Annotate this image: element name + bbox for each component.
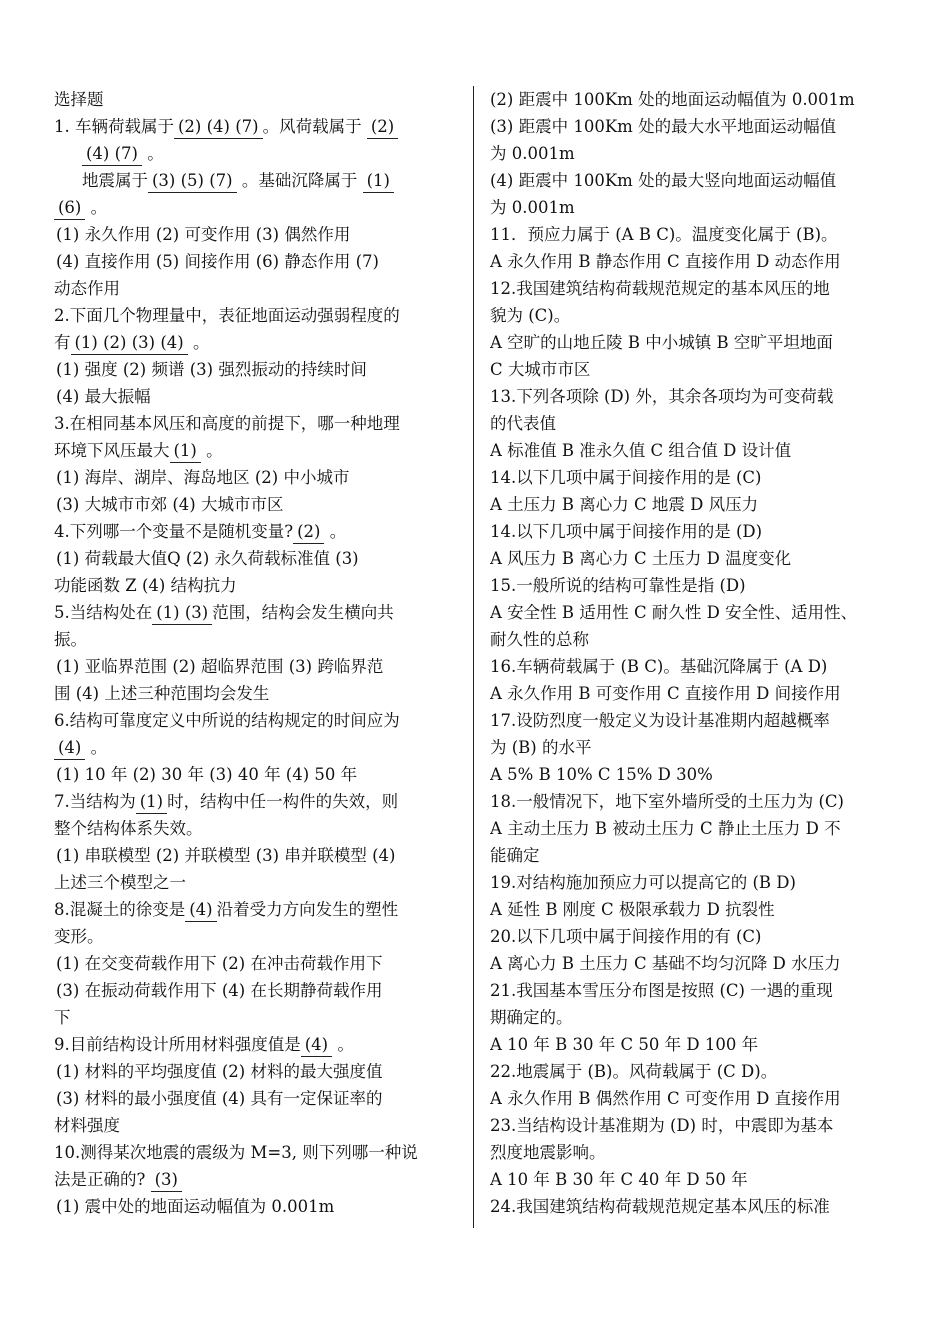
option-line: (1) 震中处的地面运动幅值为 0.001m xyxy=(56,1197,335,1216)
text-line: A 10 年 B 30 年 C 50 年 D 100 年 xyxy=(490,1035,759,1054)
question-1-line xyxy=(54,140,474,167)
question-text: 5.当结构处在 xyxy=(54,603,153,622)
question-text: 范围，结构会发生横向共 xyxy=(212,603,394,622)
option-line: 功能函数 Z (4) 结构抗力 xyxy=(54,576,237,595)
question-text: 。 xyxy=(90,738,108,757)
text-line: A 安全性 B 适用性 C 耐久性 D 安全性、适用性、 xyxy=(490,603,858,622)
text-line: 20.以下几项中属于间接作用的有 (C) xyxy=(490,927,762,946)
question-6-line xyxy=(54,734,474,761)
text-line: (4) 距震中 100Km 处的最大竖向地面运动幅值 xyxy=(490,171,837,190)
question-10-line: 10.测得某次地震的震级为 M=3, 则下列哪一种说 xyxy=(54,1143,418,1162)
text-line: 期确定的。 xyxy=(490,1008,573,1027)
question-text: 。 xyxy=(337,1035,354,1054)
question-text: 。基础沉降属于 xyxy=(241,171,358,190)
question-text: 。 xyxy=(206,441,223,460)
question-6-line: 6.结构可靠度定义中所说的结构规定的时间应为 xyxy=(54,711,400,730)
question-text: 。 xyxy=(90,198,108,217)
question-text: 。 xyxy=(192,333,210,352)
column-divider xyxy=(473,86,474,1228)
text-line: 21.我国基本雪压分布图是按照 (C) 一遇的重现 xyxy=(490,981,833,1000)
right-column xyxy=(490,86,900,1220)
question-text: 9.目前结构设计所用材料强度值是 xyxy=(54,1035,301,1054)
question-9-line xyxy=(54,1031,474,1058)
section-heading: 选择题 xyxy=(54,90,104,109)
option-line: (1) 亚临界范围 (2) 超临界范围 (3) 跨临界范 xyxy=(56,657,384,676)
option-line: 围 (4) 上述三种范围均会发生 xyxy=(54,684,270,703)
option-line: (1) 海岸、湖岸、海岛地区 (2) 中小城市 xyxy=(56,468,350,487)
text-line: C 大城市市区 xyxy=(490,360,591,379)
text-line: A 5% B 10% C 15% D 30% xyxy=(490,765,713,784)
question-7-line xyxy=(54,788,474,815)
text-line: 16.车辆荷载属于 (B C)。基础沉降属于 (A D) xyxy=(490,657,828,676)
question-text: 环境下风压最大 xyxy=(54,441,170,460)
text-line: 18.一般情况下，地下室外墙所受的土压力为 (C) xyxy=(490,792,844,811)
answer-blank: (1) (2) (3) (4) xyxy=(71,332,188,355)
text-line: 12.我国建筑结构荷载规范规定的基本风压的地 xyxy=(490,279,830,298)
text-line: (2) 距震中 100Km 处的地面运动幅值为 0.001m xyxy=(490,90,855,109)
option-line: (3) 大城市市郊 (4) 大城市市区 xyxy=(56,495,284,514)
answer-blank: (1) xyxy=(136,791,167,814)
question-text: 时，结构中任一构件的失效，则 xyxy=(167,792,399,811)
question-text: 有 xyxy=(54,333,71,352)
text-line: 烈度地震影响。 xyxy=(490,1143,606,1162)
answer-blank: (4) xyxy=(301,1034,332,1057)
answer-blank: (2) xyxy=(367,116,398,139)
question-1-line xyxy=(54,113,474,140)
text-line: 14.以下几项中属于间接作用的是 (C) xyxy=(490,468,762,487)
question-2-line xyxy=(54,329,474,356)
answer-blank: (4) xyxy=(185,899,216,922)
option-line: (1) 串联模型 (2) 并联模型 (3) 串并联模型 (4) xyxy=(56,846,396,865)
option-line: 下 xyxy=(54,1008,71,1027)
question-text: 沿着受力方向发生的塑性 xyxy=(216,900,399,919)
option-line: (3) 在振动荷载作用下 (4) 在长期静荷载作用 xyxy=(56,981,383,1000)
question-text: 法是正确的? xyxy=(54,1170,146,1189)
question-3-line: 3.在相同基本风压和高度的前提下，哪一种地理 xyxy=(54,414,400,433)
question-10-line xyxy=(54,1166,474,1193)
text-line: 为 0.001m xyxy=(490,198,575,217)
question-text: 地震属于 xyxy=(82,171,148,190)
left-column xyxy=(54,86,474,1220)
text-line: A 离心力 B 土压力 C 基础不均匀沉降 D 水压力 xyxy=(490,954,841,973)
question-text: 。 xyxy=(147,144,164,163)
text-line: 19.对结构施加预应力可以提高它的 (B D) xyxy=(490,873,796,892)
text-line: A 永久作用 B 可变作用 C 直接作用 D 间接作用 xyxy=(490,684,841,703)
question-8-line xyxy=(54,896,474,923)
option-line: (1) 10 年 (2) 30 年 (3) 40 年 (4) 50 年 xyxy=(56,765,358,784)
text-line: 23.当结构设计基准期为 (D) 时，中震即为基本 xyxy=(490,1116,834,1135)
question-4-line xyxy=(54,518,474,545)
option-line: (1) 永久作用 (2) 可变作用 (3) 偶然作用 xyxy=(56,225,351,244)
text-line: 24.我国建筑结构荷载规范规定基本风压的标准 xyxy=(490,1197,830,1216)
option-line: (1) 在交变荷载作用下 (2) 在冲击荷载作用下 xyxy=(56,954,383,973)
text-line: (3) 距震中 100Km 处的最大水平地面运动幅值 xyxy=(490,117,837,136)
question-text: 7.当结构为 xyxy=(54,792,136,811)
text-line: 为 0.001m xyxy=(490,144,575,163)
option-line: 上述三个模型之一 xyxy=(54,873,186,892)
option-line: 动态作用 xyxy=(54,279,120,298)
text-line: A 延性 B 刚度 C 极限承载力 D 抗裂性 xyxy=(490,900,775,919)
option-line: (1) 材料的平均强度值 (2) 材料的最大强度值 xyxy=(56,1062,383,1081)
option-line: (4) 直接作用 (5) 间接作用 (6) 静态作用 (7) xyxy=(56,252,379,271)
text-line: 17.设防烈度一般定义为设计基准期内超越概率 xyxy=(490,711,830,730)
text-line: A 主动土压力 B 被动土压力 C 静止土压力 D 不 xyxy=(490,819,841,838)
answer-blank: (6) xyxy=(54,197,85,220)
question-text: 8.混凝土的徐变是 xyxy=(54,900,186,919)
option-line: (1) 强度 (2) 频谱 (3) 强烈振动的持续时间 xyxy=(56,360,367,379)
text-line: 貌为 (C)。 xyxy=(490,306,571,325)
text-line: 11．预应力属于 (A B C)。温度变化属于 (B)。 xyxy=(490,225,838,244)
option-line: (4) 最大振幅 xyxy=(56,387,151,406)
question-text: 4.下列哪一个变量不是随机变量? xyxy=(54,522,294,541)
text-line: A 永久作用 B 偶然作用 C 可变作用 D 直接作用 xyxy=(490,1089,841,1108)
question-5-line xyxy=(54,599,474,626)
option-line: (3) 材料的最小强度值 (4) 具有一定保证率的 xyxy=(56,1089,383,1108)
text-line: A 标准值 B 准永久值 C 组合值 D 设计值 xyxy=(490,441,792,460)
text-line: 的代表值 xyxy=(490,414,556,433)
answer-blank: (1) xyxy=(363,170,394,193)
text-line: A 10 年 B 30 年 C 40 年 D 50 年 xyxy=(490,1170,748,1189)
text-line: 22.地震属于 (B)。风荷载属于 (C D)。 xyxy=(490,1062,778,1081)
answer-blank: (4) (7) xyxy=(82,143,142,166)
question-text: 1. 车辆荷载属于 xyxy=(54,117,174,136)
answer-blank: (4) xyxy=(54,737,85,760)
answer-blank: (1) xyxy=(170,440,201,463)
question-5-line: 振。 xyxy=(54,630,87,649)
answer-blank: (2) xyxy=(293,521,324,544)
question-8-line: 变形。 xyxy=(54,927,104,946)
text-line: 为 (B) 的水平 xyxy=(490,738,592,757)
text-line: 耐久性的总称 xyxy=(490,630,589,649)
text-line: 能确定 xyxy=(490,846,540,865)
question-2-line: 2.下面几个物理量中，表征地面运动强弱程度的 xyxy=(54,306,400,325)
answer-blank: (3) (5) (7) xyxy=(148,170,237,193)
answer-blank: (2) (4) (7) xyxy=(174,116,263,139)
answer-blank: (3) xyxy=(151,1169,182,1192)
question-1-line xyxy=(54,167,474,194)
answer-blank: (1) (3) xyxy=(152,602,212,625)
text-line: A 风压力 B 离心力 C 土压力 D 温度变化 xyxy=(490,549,792,568)
question-7-line: 整个结构体系失效。 xyxy=(54,819,203,838)
question-3-line xyxy=(54,437,474,464)
text-line: A 空旷的山地丘陵 B 中小城镇 B 空旷平坦地面 xyxy=(490,333,833,352)
option-line: (1) 荷载最大值Q (2) 永久荷载标准值 (3) xyxy=(56,549,359,568)
question-text: 。风荷载属于 xyxy=(262,117,362,136)
text-line: A 土压力 B 离心力 C 地震 D 风压力 xyxy=(490,495,759,514)
text-line: A 永久作用 B 静态作用 C 直接作用 D 动态作用 xyxy=(490,252,841,271)
question-text: 。 xyxy=(329,522,347,541)
text-line: 15.一般所说的结构可靠性是指 (D) xyxy=(490,576,746,595)
option-line: 材料强度 xyxy=(54,1116,120,1135)
question-1-line xyxy=(54,194,474,221)
text-line: 14.以下几项中属于间接作用的是 (D) xyxy=(490,522,763,541)
text-line: 13.下列各项除 (D) 外，其余各项均为可变荷载 xyxy=(490,387,834,406)
